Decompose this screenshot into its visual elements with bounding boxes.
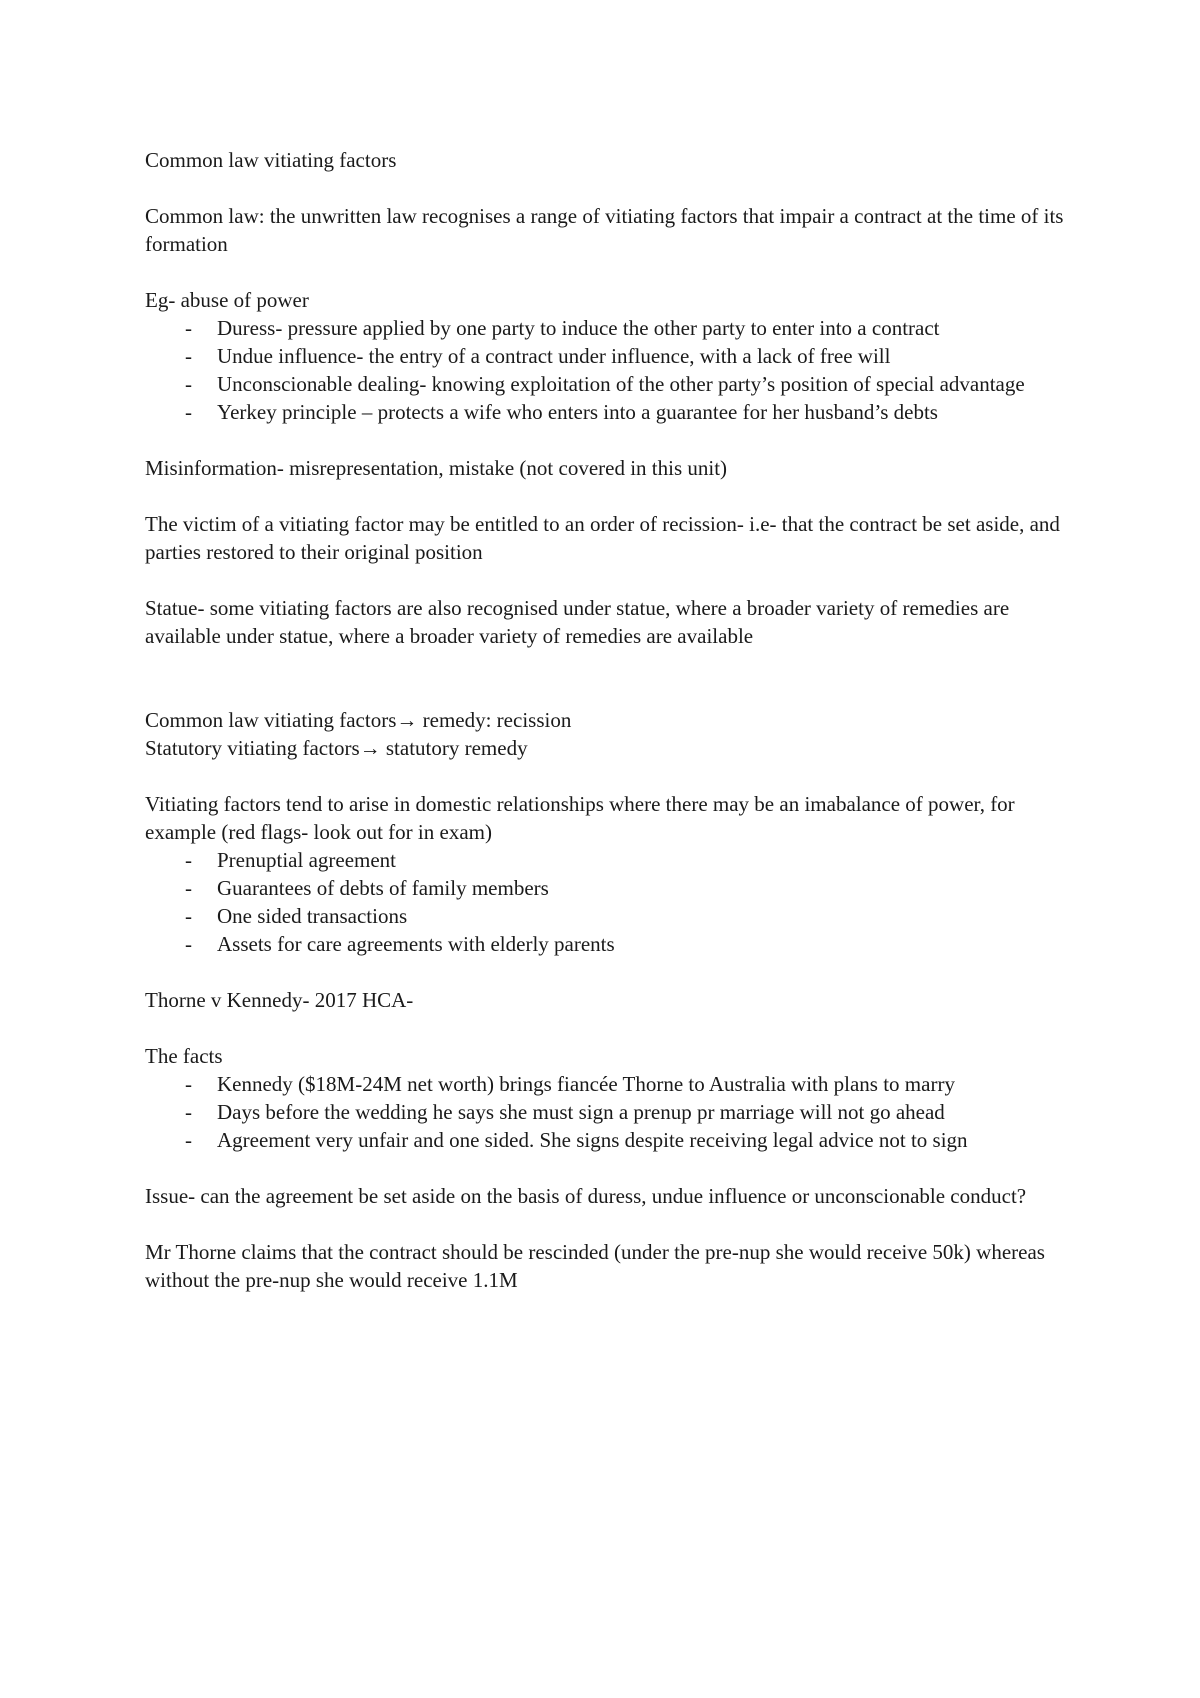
list-item: - One sided transactions xyxy=(145,902,1065,930)
list-item: - Kennedy ($18M-24M net worth) brings fiancée Thorne to Australia with plans to marry xyxy=(145,1070,1065,1098)
facts-heading: The facts xyxy=(145,1044,223,1068)
list-item: - Assets for care agreements with elderly parents xyxy=(145,930,1065,958)
domestic-list xyxy=(145,846,1065,958)
list-item: - Undue influence- the entry of a contract under influence, with a lack of free will xyxy=(145,342,1065,370)
list-item: - Yerkey principle – protects a wife who enters into a guarantee for her husband’s debts xyxy=(145,398,1065,426)
issue-paragraph: Issue- can the agreement be set aside on the basis of duress, undue influence or unconscionable conduct? xyxy=(145,1184,1027,1208)
document-heading: Common law vitiating factors xyxy=(145,148,397,172)
remedy-common-line: Common law vitiating factors→ remedy: recission xyxy=(145,708,572,732)
list-item: - Days before the wedding he says she must sign a prenup pr marriage will not go ahead xyxy=(145,1098,1065,1126)
list-item: - Agreement very unfair and one sided. She signs despite receiving legal advice not to sign xyxy=(145,1126,1065,1154)
abuse-list xyxy=(145,314,1065,426)
domestic-intro-paragraph: Vitiating factors tend to arise in domestic relationships where there may be an imabalance of power, for example (red flags- look out for in exam) xyxy=(145,792,1015,844)
list-item: - Duress- pressure applied by one party to induce the other party to enter into a contract xyxy=(145,314,1065,342)
list-item: - Prenuptial agreement xyxy=(145,846,1065,874)
remedy-statutory-line: Statutory vitiating factors→ statutory remedy xyxy=(145,736,528,760)
misinformation-paragraph: Misinformation- misrepresentation, mistake (not covered in this unit) xyxy=(145,456,728,480)
statue-paragraph: Statue- some vitiating factors are also recognised under statue, where a broader variety of remedies are available under statue, where a broader variety of remedies are available xyxy=(145,596,1010,648)
facts-list xyxy=(145,1070,1065,1154)
list-item: - Guarantees of debts of family members xyxy=(145,874,1065,902)
abuse-heading: Eg- abuse of power xyxy=(145,288,309,312)
list-item: - Unconscionable dealing- knowing exploitation of the other party’s position of special advantage xyxy=(145,370,1065,398)
case-title: Thorne v Kennedy- 2017 HCA- xyxy=(145,988,414,1012)
intro-paragraph: Common law: the unwritten law recognises a range of vitiating factors that impair a contract at the time of its formation xyxy=(145,204,1064,256)
victim-paragraph: The victim of a vitiating factor may be entitled to an order of recission- i.e- that the contract be set aside, and parties restored to their original position xyxy=(145,512,1060,564)
document-body xyxy=(145,146,1065,1294)
claim-paragraph: Mr Thorne claims that the contract should be rescinded (under the pre-nup she would receive 50k) whereas without the pre-nup she would receive 1.1M xyxy=(145,1240,1045,1292)
